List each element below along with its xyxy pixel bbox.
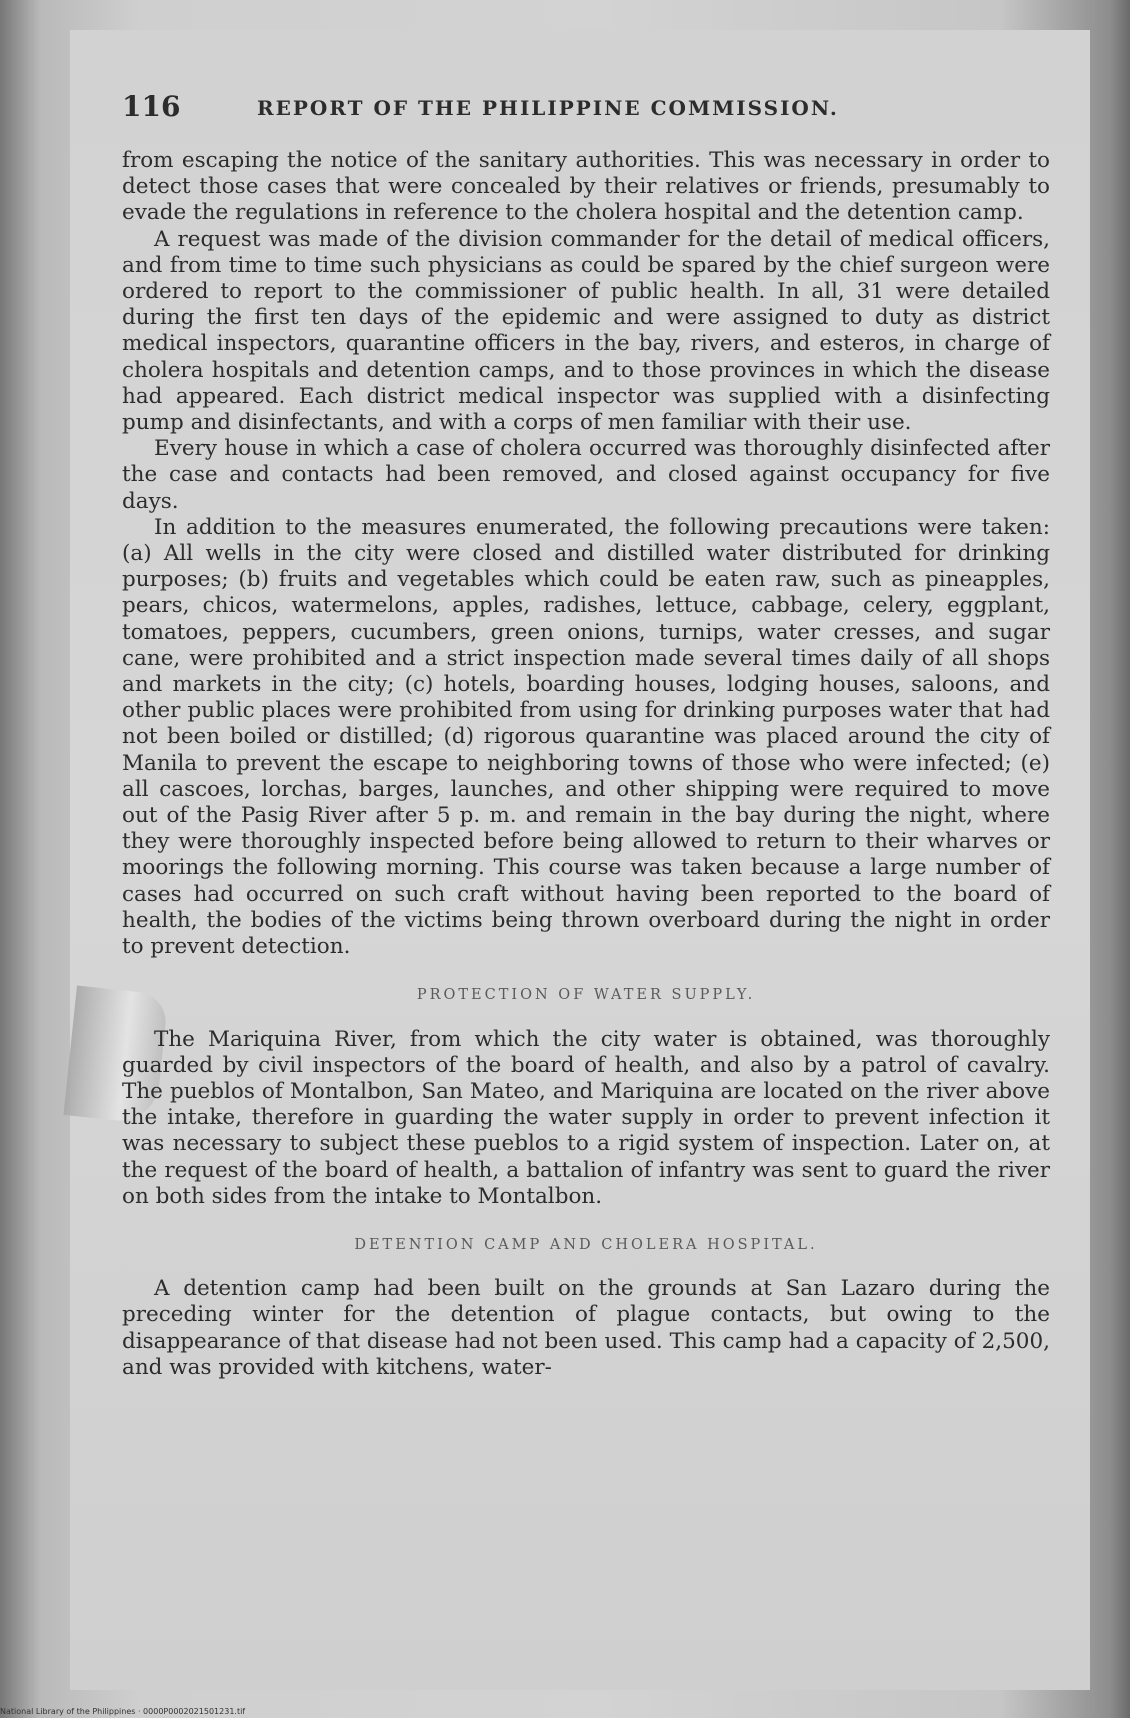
page-header [122,90,1022,130]
page-number: 116 [122,90,181,123]
paragraph: A detention camp had been built on the grounds at San Lazaro during the preceding winter for the detention of plague contacts, but owing to the disappearance of that disease had not been used. This camp had a capacity of 2,500, and was provided with kitchens, water- [122,1276,1050,1380]
running-title: REPORT OF THE PHILIPPINE COMMISSION. [257,96,839,120]
paragraph: from escaping the notice of the sanitary authorities. This was necessary in order to detect those cases that were concealed by their relatives or friends, presumably to evade the regulations in reference to the cholera hospital and the detention camp. [122,148,1050,226]
section-heading: PROTECTION OF WATER SUPPLY. [416,987,756,1004]
paragraph: A request was made of the division commander for the detail of medical officers, and from time to time such physicians as could be spared by the chief surgeon were ordered to report to the commissioner of public health. In all, 31 were detailed during the first ten days of the epidemic and were assigned to duty as district medical inspectors, quarantine officers in the bay, rivers, and esteros, in charge of cholera hospitals and detention camps, and to those provinces in which the disease had appeared. Each district medical inspector was supplied with a disinfecting pump and disinfectants, and with a corps of men familiar with their use. [122,226,1050,436]
paragraph: In addition to the measures enumerated, the following precautions were taken: (a) All wells in the city were closed and distilled water distributed for drinking purposes; (b) fruits and vegetables which could be eaten raw, such as pineapples, pears, chicos, watermelons, apples, radishes, lettuce, cabbage, celery, eggplant, tomatoes, peppers, cucumbers, green onions, turnips, water cresses, and sugar cane, were prohibited and a strict inspection made several times daily of all shops and markets in the city; (c) hotels, boarding houses, lodging houses, saloons, and other public places were prohibited from using for drinking purposes water that had not been boiled or distilled; (d) rigorous quarantine was placed around the city of Manila to prevent the escape to neighboring towns of those who were infected; (e) all cascoes, lorchas, barges, launches, and other shipping were required to move out of the Pasig River after 5 p. m. and remain in the bay during the night, where they were thoroughly inspected before being allowed to return to their wharves or moorings the following morning. This course was taken because a large number of cases had occurred on such craft without having been reported to the board of health, the bodies of the victims being thrown overboard during the night in order to prevent detection. [122,514,1050,960]
body-text [122,148,1050,1381]
scan-credit: National Library of the Philippines · 0000P0002021501231.tif [0,1707,246,1716]
paragraph: Every house in which a case of cholera occurred was thoroughly disinfected after the case and contacts had been removed, and closed against occupancy for five days. [122,436,1050,514]
paragraph: The Mariquina River, from which the city water is obtained, was thoroughly guarded by civil inspectors of the board of health, and also by a patrol of cavalry. The pueblos of Montalbon, San Mateo, and Mariquina are located on the river above the intake, therefore in guarding the water supply in order to prevent infection it was necessary to subject these pueblos to a rigid system of inspection. Later on, at the request of the board of health, a battalion of infantry was sent to guard the river on both sides from the intake to Montalbon. [122,1026,1050,1209]
section-heading: DETENTION CAMP AND CHOLERA HOSPITAL. [354,1236,818,1253]
